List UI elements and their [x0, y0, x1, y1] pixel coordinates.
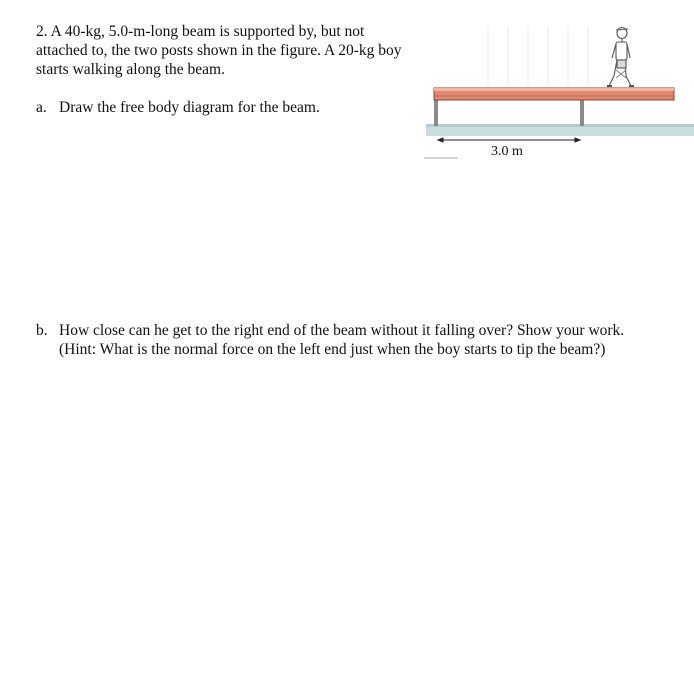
- part-b-question: How close can he get to the right end of the beam without it falling over? Show your work. (Hint: What is the normal force on the left end just when the boy starts to tip the beam?): [59, 322, 625, 358]
- ground-shadow: [426, 124, 694, 127]
- right-post: [580, 100, 584, 126]
- boy-figure: [607, 28, 634, 87]
- problem-statement: 2. A 40-kg, 5.0-m-long beam is supported by, but not attached to, the two posts shown in the figure. A 20-kg boy starts walking along the beam.: [36, 23, 402, 78]
- dimension-label: 3.0 m: [491, 144, 523, 159]
- part-a: [36, 98, 406, 117]
- beam: [434, 88, 674, 100]
- beam-diagram: [418, 18, 694, 168]
- part-a-question: Draw the free body diagram for the beam.: [59, 99, 320, 116]
- dimension-arrow: [438, 138, 580, 142]
- part-b: [36, 321, 626, 359]
- background-lines: [488, 26, 588, 86]
- part-a-letter: a.: [36, 99, 47, 116]
- left-post: [434, 100, 438, 126]
- beam-figure: [418, 18, 694, 168]
- part-b-letter: b.: [36, 322, 48, 339]
